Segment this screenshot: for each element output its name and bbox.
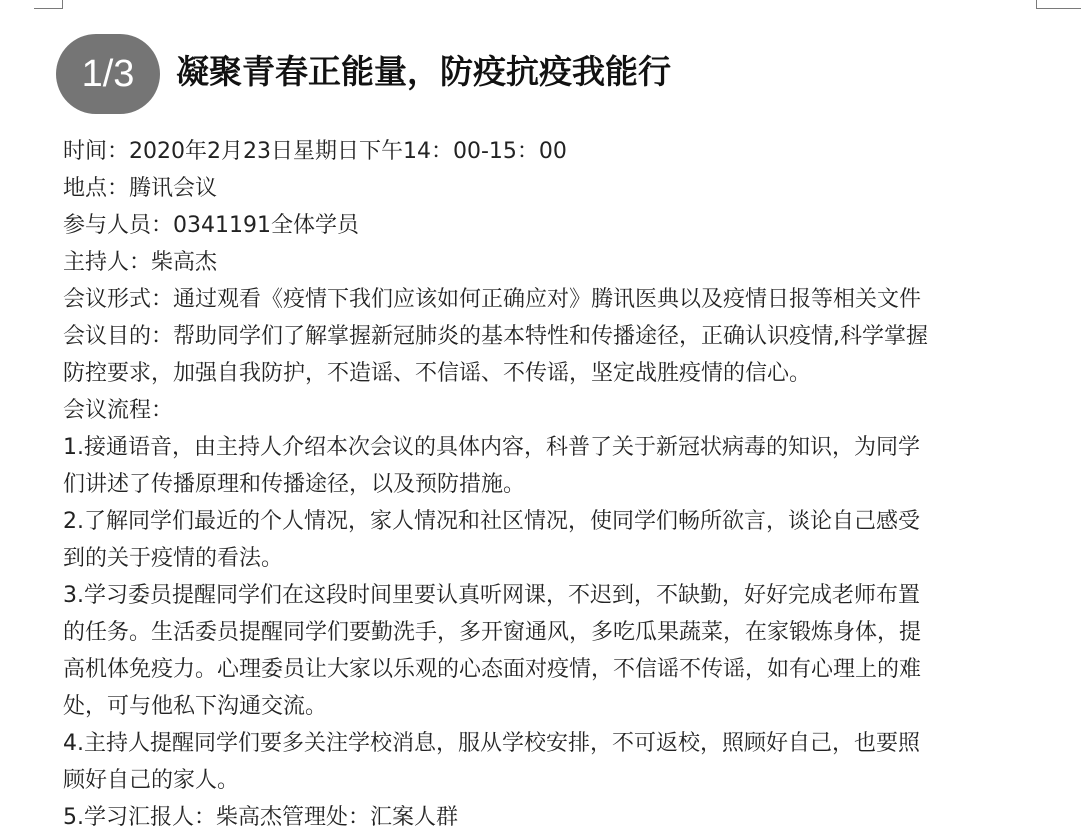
meeting-purpose-line-1: 会议目的：帮助同学们了解掌握新冠肺炎的基本特性和传播途径，正确认识疫情,科学掌握 bbox=[63, 324, 928, 349]
process-item-3-line-1: 3.学习委员提醒同学们在这段时间里要认真听网课，不迟到，不缺勤，好好完成老师布置 bbox=[63, 583, 920, 608]
meeting-process-heading: 会议流程： bbox=[63, 398, 174, 423]
process-item-5-line-1-partial: 5.学习汇报人：柴高杰管理处：汇案人群 bbox=[63, 805, 458, 830]
process-item-3-line-2: 的任务。生活委员提醒同学们要勤洗手，多开窗通风，多吃瓜果蔬菜，在家锻炼身体，提 bbox=[63, 620, 922, 645]
process-item-1-line-1: 1.接通语音，由主持人介绍本次会议的具体内容，科普了关于新冠状病毒的知识，为同学 bbox=[63, 435, 920, 460]
crop-mark-top-left bbox=[34, 0, 63, 9]
document-body bbox=[63, 133, 1033, 830]
meeting-participants: 参与人员：0341191全体学员 bbox=[63, 213, 359, 238]
process-item-2-line-2: 到的关于疫情的看法。 bbox=[63, 546, 284, 571]
process-item-2-line-1: 2.了解同学们最近的个人情况，家人情况和社区情况，使同学们畅所欲言，谈论自己感受 bbox=[63, 509, 920, 534]
crop-mark-top-right bbox=[1036, 0, 1081, 9]
meeting-time: 时间：2020年2月23日星期日下午14：00-15：00 bbox=[63, 139, 567, 164]
document-title: 凝聚青春正能量，防疫抗疫我能行 bbox=[176, 52, 671, 91]
process-item-1-line-2: 们讲述了传播原理和传播途径，以及预防措施。 bbox=[63, 472, 526, 497]
meeting-location: 地点：腾讯会议 bbox=[63, 176, 218, 201]
process-item-3-line-4: 处，可与他私下沟通交流。 bbox=[63, 694, 328, 719]
process-item-3-line-3: 高机体免疫力。心理委员让大家以乐观的心态面对疫情，不信谣不传谣，如有心理上的难 bbox=[63, 657, 922, 682]
page-indicator-badge: 1/3 bbox=[56, 34, 160, 114]
process-item-4-line-2: 顾好自己的家人。 bbox=[63, 768, 240, 793]
meeting-host: 主持人：柴高杰 bbox=[63, 250, 218, 275]
process-item-4-line-1: 4.主持人提醒同学们要多关注学校消息，服从学校安排，不可返校，照顾好自己，也要照 bbox=[63, 731, 920, 756]
meeting-format: 会议形式：通过观看《疫情下我们应该如何正确应对》腾讯医典以及疫情日报等相关文件 bbox=[63, 287, 922, 312]
meeting-purpose-line-2: 防控要求，加强自我防护，不造谣、不信谣、不传谣，坚定战胜疫情的信心。 bbox=[63, 361, 812, 386]
